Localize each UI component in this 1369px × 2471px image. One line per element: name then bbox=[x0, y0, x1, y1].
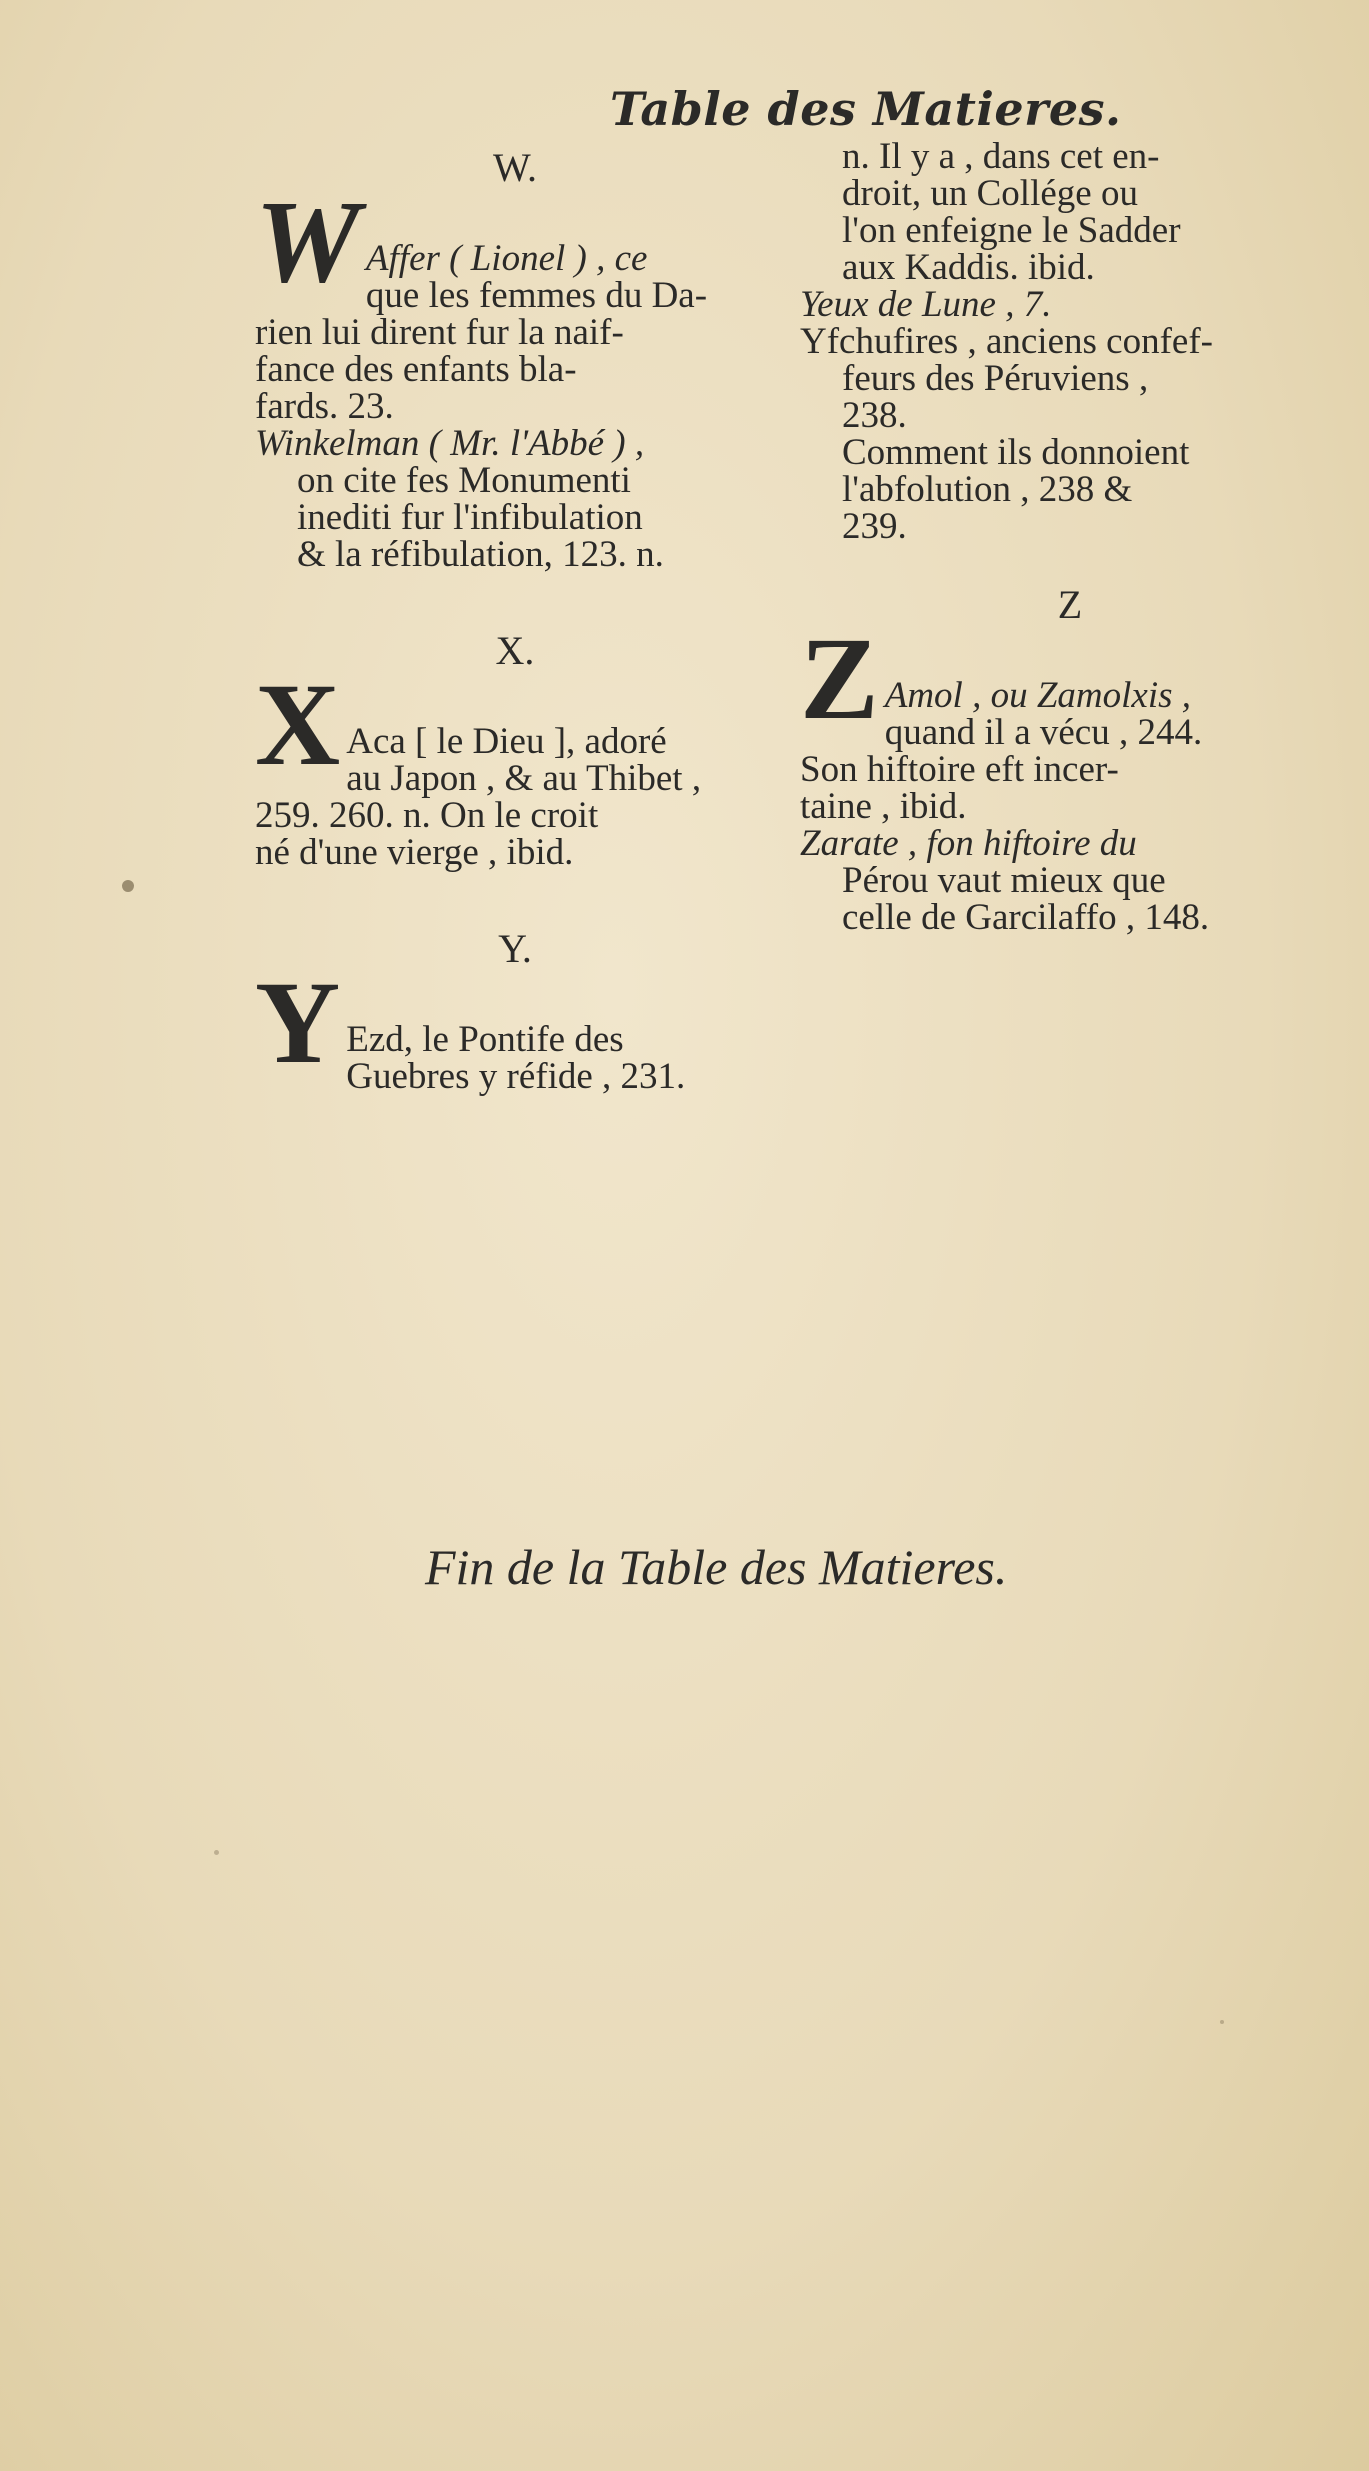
entry-line: 259. 260. n. On le croit bbox=[255, 795, 599, 836]
entry-line: Amol , ou Zamolxis , bbox=[884, 675, 1191, 716]
entry-line: l'on enfeigne le Sadder bbox=[842, 210, 1181, 251]
section-heading-z: Z bbox=[1057, 582, 1083, 627]
entry-line: Aca [ le Dieu ], adoré bbox=[346, 721, 667, 762]
entry-line: Yfchufires , anciens confef- bbox=[800, 321, 1213, 362]
entry-line: & la réfibulation, 123. n. bbox=[297, 534, 664, 575]
entry-line: feurs des Péruviens , bbox=[842, 358, 1149, 399]
entry-yezd bbox=[255, 957, 775, 1097]
ink-spot bbox=[122, 880, 134, 892]
entry-line: l'abfolution , 238 & bbox=[842, 469, 1133, 510]
entry-line: taine , ibid. bbox=[800, 786, 967, 827]
entry-line: Zarate , fon hiftoire du bbox=[800, 823, 1137, 864]
entry-line: Guebres y réfide , 231. bbox=[346, 1056, 686, 1097]
drop-cap-x: X bbox=[255, 659, 341, 790]
entry-line: au Japon , & au Thibet , bbox=[346, 758, 702, 799]
entry-line: Winkelman ( Mr. l'Abbé ) , bbox=[255, 423, 645, 464]
entry-zarate bbox=[800, 825, 1340, 936]
entry-xaca bbox=[255, 659, 775, 873]
ink-spot bbox=[214, 1850, 219, 1855]
entry-line: quand il a vécu , 244. bbox=[884, 712, 1203, 753]
entry-line: fance des enfants bla- bbox=[255, 349, 577, 390]
entry-affer bbox=[255, 176, 775, 427]
entry-zamolxis bbox=[800, 613, 1340, 827]
entry-winkelman bbox=[255, 425, 775, 573]
entry-line: 239. bbox=[842, 506, 907, 547]
entry-line: 238. bbox=[842, 395, 907, 436]
entry-line: inediti fur l'infibulation bbox=[297, 497, 643, 538]
section-heading-w: W. bbox=[492, 145, 538, 190]
entry-line: Son hiftoire eft incer- bbox=[800, 749, 1119, 790]
running-header: Table des Matieres. bbox=[610, 82, 1122, 136]
entry-line: rien lui dirent fur la naif- bbox=[255, 312, 624, 353]
entry-line: Affer ( Lionel ) , ce bbox=[365, 238, 648, 279]
entry-line: Pérou vaut mieux que bbox=[842, 860, 1166, 901]
entry-line: on cite fes Monumenti bbox=[297, 460, 631, 501]
entry-line: n. Il y a , dans cet en- bbox=[842, 136, 1160, 177]
left-column bbox=[255, 138, 775, 1095]
entry-line: Comment ils donnoient bbox=[842, 432, 1190, 473]
entry-yeux-de-lune: Yeux de Lune , 7. bbox=[800, 284, 1052, 325]
entry-line: né d'une vierge , ibid. bbox=[255, 832, 574, 873]
right-column bbox=[800, 138, 1340, 936]
section-heading-y: Y. bbox=[498, 926, 532, 971]
drop-cap-y: Y bbox=[255, 957, 341, 1088]
entry-line: droit, un Collége ou bbox=[842, 173, 1138, 214]
entry-line: celle de Garcilaffo , 148. bbox=[842, 897, 1210, 938]
entry-line: Ezd, le Pontife des bbox=[346, 1019, 624, 1060]
end-of-table-footer: Fin de la Table des Matieres. bbox=[425, 1539, 1008, 1595]
section-heading-x: X. bbox=[495, 628, 535, 673]
entry-line: fards. 23. bbox=[255, 386, 394, 427]
drop-cap-w: W bbox=[255, 176, 360, 307]
entry-line: que les femmes du Da- bbox=[365, 275, 708, 316]
ink-spot bbox=[1220, 2020, 1224, 2024]
drop-cap-z: Z bbox=[800, 613, 879, 744]
entry-line: aux Kaddis. ibid. bbox=[842, 247, 1095, 288]
